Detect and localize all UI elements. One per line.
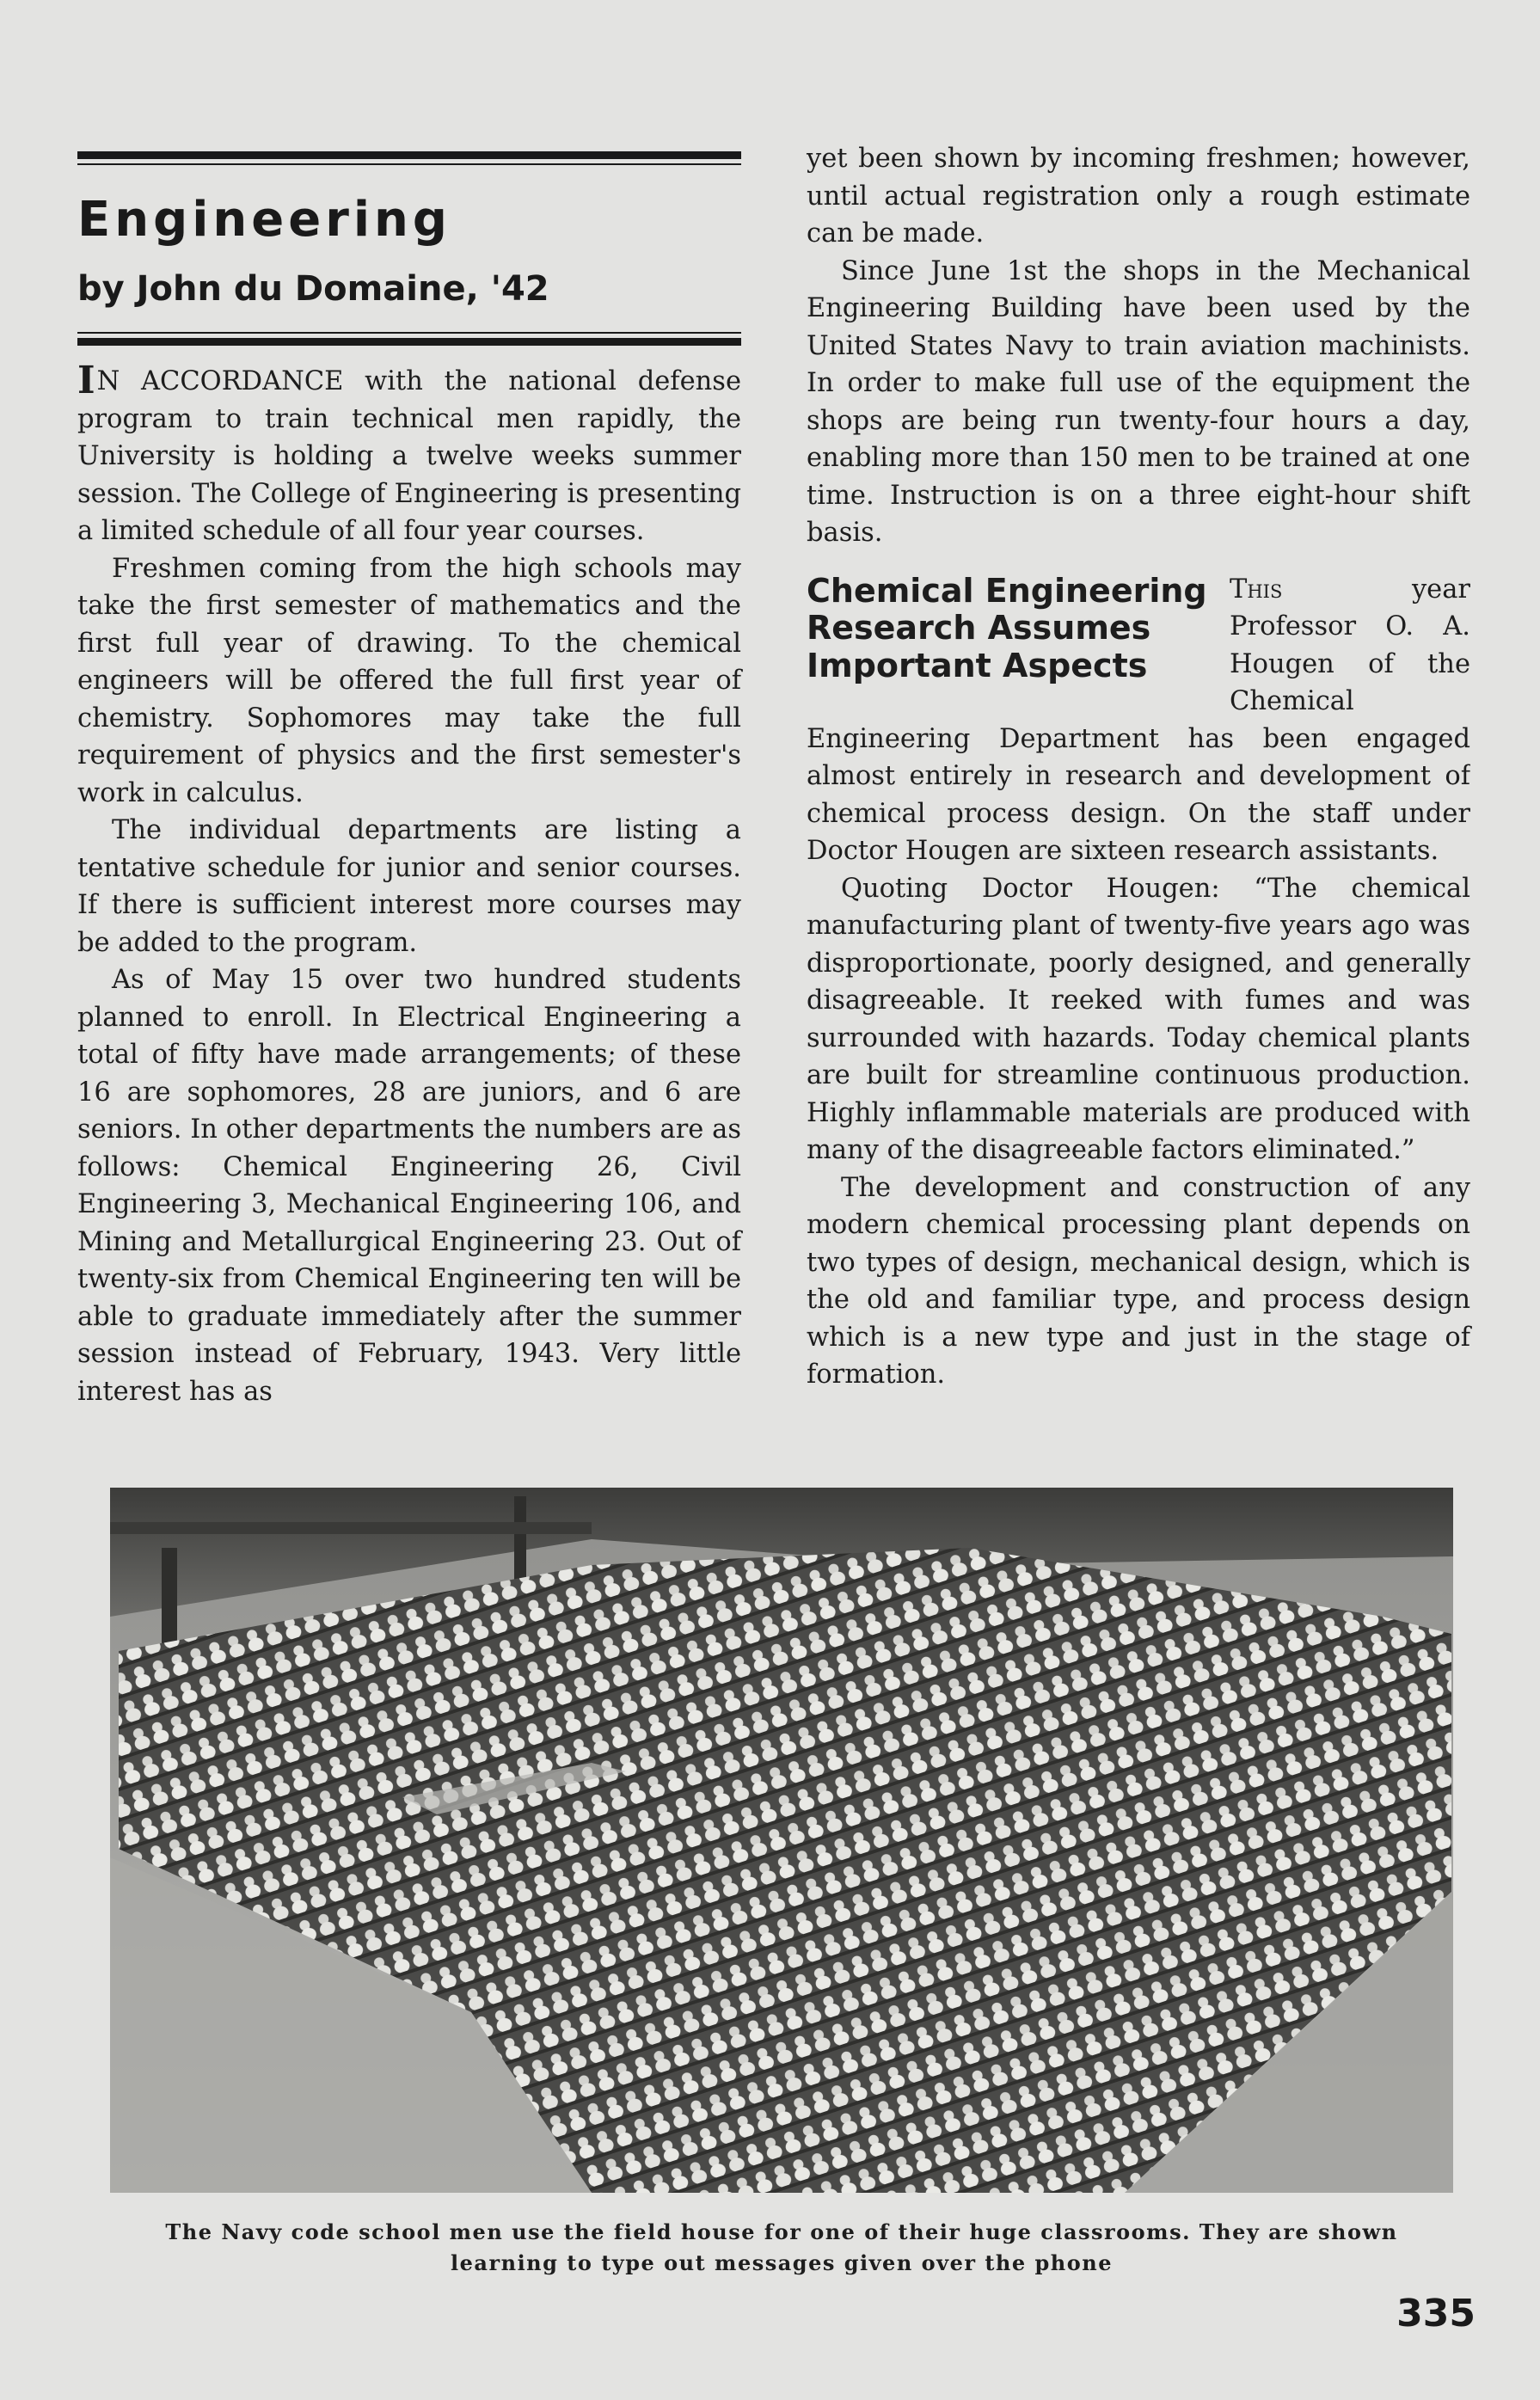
paragraph-continuation: yet been shown by incoming freshmen; however, until actual registration only a rough estimate can be made.	[807, 144, 1470, 249]
section-heading	[807, 573, 1221, 685]
photo-caption: The Navy code school men use the field house for one of their huge classrooms. They are shown learning to type out messages given over the phone	[165, 2219, 1398, 2275]
paragraph-freshmen: Freshmen coming from the high schools may take the first semester of mathematics and the first full year of drawing. To the chemical engineers will be offered the full first year of chemistry. Sophomores may take the full requirement of physics and the first semester's work in calculus.	[77, 553, 741, 808]
section-heading-line: Chemical Engineering	[807, 571, 1207, 610]
left-column	[77, 359, 741, 1410]
section-heading-line: Important Aspects	[807, 646, 1148, 684]
page-number: 335	[1396, 2292, 1476, 2336]
lead-word: This	[1230, 574, 1283, 605]
paragraph-navy-shops: Since June 1st the shops in the Mechanical Engineering Building have been used by the United States Navy to train aviation machinists. In order to make full use of the equipment the shops are being run twenty-four hours a day, enabling more than 150 men to be trained at one time. Instruction is on a three eight-hour shift basis.	[807, 255, 1470, 548]
classroom-photo-image	[110, 1488, 1453, 2193]
drop-cap: I	[77, 359, 95, 402]
opening-paragraph-text: N ACCORDANCE with the national defense program to train technical men rapidly, the University is holding a twelve weeks summer session. The College of Engineering is presenting a limited schedule of all four year courses.	[77, 366, 741, 546]
header-rule-top-thin	[77, 163, 741, 165]
section-heading-line: Research Assumes	[807, 609, 1151, 647]
header-rule-bottom	[77, 338, 741, 346]
opening-paragraph	[77, 359, 741, 550]
photo-balcony	[110, 1522, 592, 1534]
header-rule-top	[77, 151, 741, 159]
paragraph-design: The development and construction of any modern chemical processing plant depends on two types of design, mechanical design, which is the old and familiar type, and process design which is a new type and just in the stage of formation.	[807, 1172, 1470, 1390]
article-title: Engineering	[77, 192, 451, 248]
paragraph-enrollment: As of May 15 over two hundred students planned to enroll. In Electrical Engineering a total of fifty have made arrangements; of these 16 are sophomores, 28 are juniors, and 6 are seniors. In other departments the numbers are as follows: Chemical Engineering 26, Civil Engineering 3, Mechanical Engineering 106, and Mining and Metallurgical Engineering 23. Out of twenty-six from Chemical Engineering ten will be able to graduate immediately after the summer session instead of February, 1943. Very little interest has as	[77, 965, 741, 1407]
header-rule-bottom-thin	[77, 332, 741, 334]
article-byline: by John du Domaine, '42	[77, 269, 549, 309]
paragraph-departments: The individual departments are listing a tentative schedule for junior and senior courses. If there is sufficient interest more courses may be added to the program.	[77, 815, 741, 958]
right-column	[807, 140, 1470, 1394]
paragraph-quote: Quoting Doctor Hougen: “The chemical manufacturing plant of twenty-five years ago was disproportionate, poorly designed, and generally disagreeable. It reeked with fumes and was surrounded with hazards. Today chemical plants are built for streamline continuous production. Highly inflammable materials are produced with many of the disagreeable factors eliminated.”	[807, 873, 1470, 1165]
chemical-engineering-section	[807, 571, 1470, 870]
paragraph-research-text: year Professor O. A. Hougen of the Chemical Engineering Department has been engaged almost entirely in research and development of chemical process design. On the staff under Doctor Hougen are sixteen research assistants.	[807, 574, 1470, 866]
classroom-photo	[110, 1488, 1453, 2193]
